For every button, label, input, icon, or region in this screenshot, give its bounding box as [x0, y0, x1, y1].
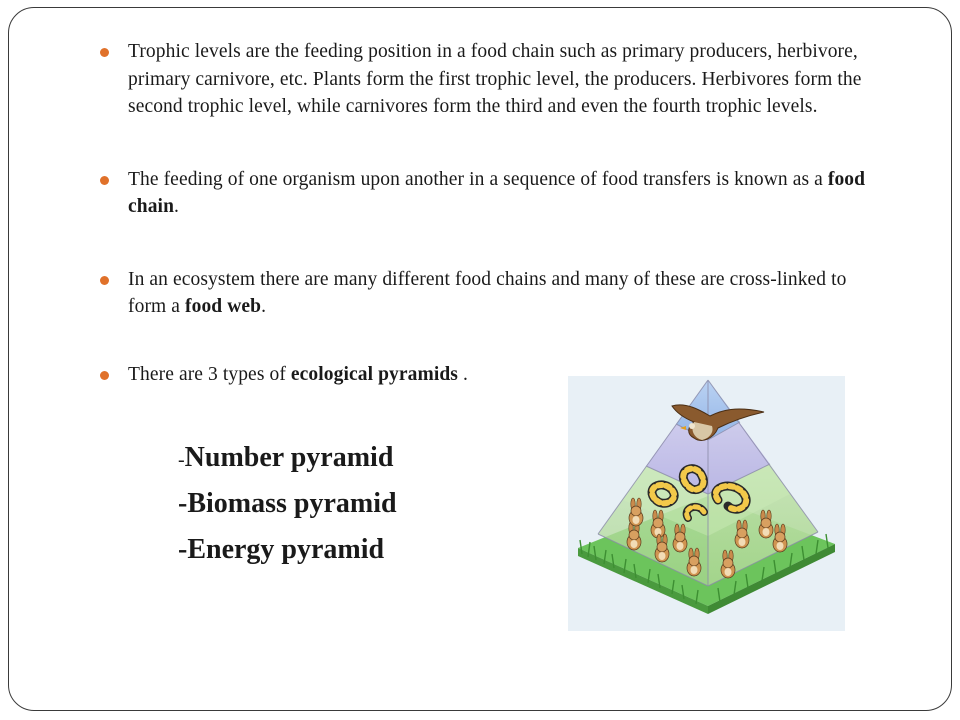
bullet-trophic-levels	[98, 38, 888, 121]
bullet-text: There are 3 types of	[128, 363, 291, 385]
energy-pyramid-label: -Energy pyramid	[178, 534, 385, 565]
bullet-food-web	[98, 266, 888, 321]
term-food-web: food web	[185, 296, 262, 317]
ecological-pyramid-illustration	[568, 376, 845, 631]
bullet-text: In an ecosystem there are many different food chains and many of these are cross-linked to form a	[128, 268, 847, 317]
term-food-chain: food chain	[128, 168, 866, 217]
number-pyramid-label	[178, 441, 393, 477]
pyramid-graphic	[568, 376, 845, 631]
bullet-text-end: .	[261, 296, 267, 317]
label-dash: -	[178, 449, 185, 471]
biomass-pyramid-label: -Biomass pyramid	[178, 488, 397, 519]
label-text: Number pyramid	[184, 442, 394, 473]
bullet-text: Trophic levels are the feeding position in a food chain such as primary producers, herbivore, primary carnivore, etc. Plants form the first trophic level, the producers. Herbivores form the second trophic level, while carnivores form the third and even the fourth trophic levels.	[128, 41, 862, 117]
bullet-text: The feeding of one organism upon another in a sequence of food transfers is known as a	[128, 168, 828, 190]
bullet-list	[98, 38, 888, 388]
bullet-text-end: .	[458, 363, 468, 385]
bullet-text-end: .	[174, 196, 179, 217]
bullet-food-chain	[98, 166, 888, 221]
term-ecological-pyramids: ecological pyramids	[290, 363, 458, 385]
